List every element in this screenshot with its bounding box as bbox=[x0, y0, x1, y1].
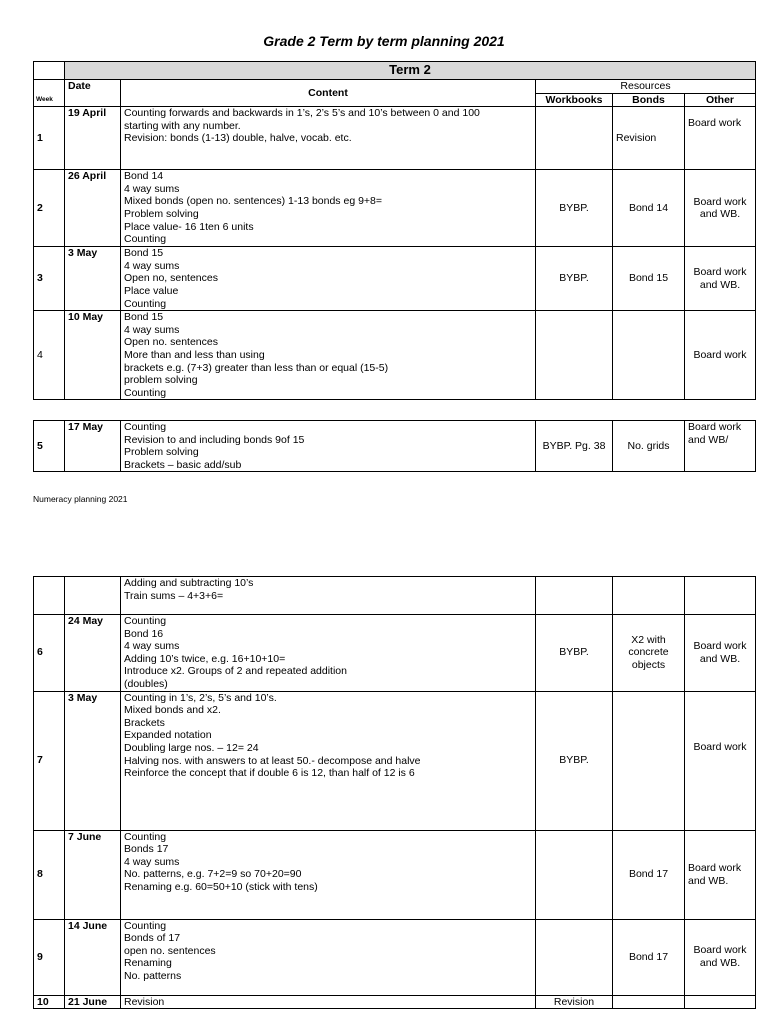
week-number: 7 bbox=[34, 691, 65, 830]
content-line: Open no. sentences bbox=[124, 336, 218, 349]
content-line: No. patterns bbox=[124, 969, 182, 982]
content-line: Brackets bbox=[124, 716, 165, 729]
content-line: 4 way sums bbox=[124, 259, 180, 272]
resources-header: Resources bbox=[536, 80, 756, 94]
content-line: Mixed bonds (open no. sentences) 1-13 bonds eg 9+8= bbox=[124, 195, 383, 208]
table-row bbox=[34, 577, 756, 615]
content-line: Bond 15 bbox=[124, 247, 164, 260]
table-row bbox=[34, 170, 756, 247]
content-line: Problem solving bbox=[124, 446, 199, 459]
week-number: 5 bbox=[34, 421, 65, 472]
content-line: Adding 10’s twice, e.g. 16+10+10= bbox=[124, 652, 286, 665]
week-content bbox=[121, 691, 536, 830]
week-content bbox=[121, 995, 536, 1009]
content-line: Bond 14 bbox=[124, 170, 164, 183]
week-date: 3 May bbox=[65, 247, 121, 311]
week-other: Board work bbox=[685, 107, 756, 170]
page-title: Grade 2 Term by term planning 2021 bbox=[263, 33, 505, 49]
week-content bbox=[121, 421, 536, 472]
week-workbooks bbox=[536, 577, 613, 615]
content-line: open no. sentences bbox=[124, 944, 216, 957]
content-line: Bonds of 17 bbox=[124, 932, 181, 945]
week-workbooks bbox=[536, 919, 613, 995]
week-date: 3 May bbox=[65, 691, 121, 830]
week-bonds bbox=[613, 311, 685, 400]
week-date: 17 May bbox=[65, 421, 121, 472]
week-other: Board work and WB. bbox=[685, 830, 756, 919]
term-label: Term 2 bbox=[65, 62, 756, 80]
week-date: 10 May bbox=[65, 311, 121, 400]
content-line: Reinforce the concept that if double 6 is 12, than half of 12 is 6 bbox=[124, 767, 415, 780]
week-date bbox=[65, 577, 121, 615]
week-workbooks bbox=[536, 311, 613, 400]
week-number: 1 bbox=[34, 107, 65, 170]
content-line: Counting forwards and backwards in 1’s, 2’s 5’s and 10’s between 0 and 100 bbox=[124, 107, 480, 120]
content-line: Bonds 17 bbox=[124, 843, 169, 856]
table-row bbox=[34, 247, 756, 311]
week-bonds: Bond 17 bbox=[613, 919, 685, 995]
table-row bbox=[34, 919, 756, 995]
week-date: 14 June bbox=[65, 919, 121, 995]
footer-note: Numeracy planning 2021 bbox=[33, 494, 128, 504]
week-number: 6 bbox=[34, 615, 65, 692]
week-other: Board work bbox=[685, 691, 756, 830]
content-line: More than and less than using bbox=[124, 348, 265, 361]
content-line: Doubling large nos. – 12= 24 bbox=[124, 741, 259, 754]
week-content bbox=[121, 615, 536, 692]
week-other: Board work bbox=[685, 311, 756, 400]
content-line: Counting bbox=[124, 919, 167, 932]
week-bonds: Bond 15 bbox=[613, 247, 685, 311]
content-line: 4 way sums bbox=[124, 855, 180, 868]
content-line: 4 way sums bbox=[124, 182, 180, 195]
week-number: 2 bbox=[34, 170, 65, 247]
week-number: 9 bbox=[34, 919, 65, 995]
week-bonds bbox=[613, 577, 685, 615]
content-line: Renaming e.g. 60=50+10 (stick with tens) bbox=[124, 880, 318, 893]
content-line: 4 way sums bbox=[124, 640, 180, 653]
content-line: Bond 15 bbox=[124, 311, 164, 324]
content-line: problem solving bbox=[124, 374, 198, 387]
week-number: 4 bbox=[34, 311, 65, 400]
week-other: Board work and WB. bbox=[685, 247, 756, 311]
content-header: Content bbox=[121, 80, 536, 107]
table-row bbox=[34, 995, 756, 1009]
week-date: 24 May bbox=[65, 615, 121, 692]
week-date: 7 June bbox=[65, 830, 121, 919]
content-line: brackets e.g. (7+3) greater than less than or equal (15-5) bbox=[124, 361, 389, 374]
week-content bbox=[121, 919, 536, 995]
term-table-part-1 bbox=[33, 61, 756, 400]
week-other: Board work and WB. bbox=[685, 615, 756, 692]
content-line: Mixed bonds and x2. bbox=[124, 704, 221, 717]
week-other: Board work and WB/ bbox=[685, 421, 756, 472]
week-bonds: No. grids bbox=[613, 421, 685, 472]
content-line: Counting bbox=[124, 297, 167, 310]
content-line: Counting bbox=[124, 830, 167, 843]
week-workbooks: BYBP. bbox=[536, 691, 613, 830]
week-workbooks bbox=[536, 830, 613, 919]
week-date: 19 April bbox=[65, 107, 121, 170]
week-bonds bbox=[613, 691, 685, 830]
content-line: Brackets – basic add/sub bbox=[124, 458, 242, 471]
content-line: 4 way sums bbox=[124, 323, 180, 336]
week-other bbox=[685, 577, 756, 615]
week-bonds: Bond 14 bbox=[613, 170, 685, 247]
week-workbooks: BYBP. bbox=[536, 170, 613, 247]
week-date: 26 April bbox=[65, 170, 121, 247]
content-line: Adding and subtracting 10’s bbox=[124, 577, 254, 589]
week-workbooks bbox=[536, 107, 613, 170]
week-workbooks: BYBP. bbox=[536, 615, 613, 692]
week-number: 3 bbox=[34, 247, 65, 311]
content-line: Revision bbox=[124, 995, 165, 1008]
week-number: 10 bbox=[34, 995, 65, 1009]
content-line: (doubles) bbox=[124, 677, 168, 690]
week-header: Week bbox=[34, 80, 65, 107]
term-table-part-2 bbox=[33, 420, 756, 472]
workbooks-header: Workbooks bbox=[536, 93, 613, 107]
table-row bbox=[34, 615, 756, 692]
week-content bbox=[121, 170, 536, 247]
week-workbooks: BYBP. bbox=[536, 247, 613, 311]
term-table-part-3 bbox=[33, 576, 756, 1009]
week-date: 21 June bbox=[65, 995, 121, 1009]
content-line: Counting bbox=[124, 421, 167, 433]
date-header: Date bbox=[65, 80, 121, 107]
week-number: 8 bbox=[34, 830, 65, 919]
week-number bbox=[34, 577, 65, 615]
week-content bbox=[121, 247, 536, 311]
table-row bbox=[34, 830, 756, 919]
content-line: Counting bbox=[124, 233, 167, 246]
week-other: Board work and WB. bbox=[685, 170, 756, 247]
content-line: Problem solving bbox=[124, 207, 199, 220]
week-bonds: Revision bbox=[613, 107, 685, 170]
table-row bbox=[34, 311, 756, 400]
content-line: Counting in 1’s, 2’s, 5’s and 10’s. bbox=[124, 691, 277, 704]
content-line: Renaming bbox=[124, 957, 172, 970]
week-content bbox=[121, 830, 536, 919]
week-content bbox=[121, 577, 536, 615]
week-workbooks: Revision bbox=[536, 995, 613, 1009]
week-bonds: Bond 17 bbox=[613, 830, 685, 919]
content-line: starting with any number. bbox=[124, 119, 241, 132]
table-row bbox=[34, 421, 756, 472]
bonds-header: Bonds bbox=[613, 93, 685, 107]
week-bonds: X2 with concrete objects bbox=[613, 615, 685, 692]
content-line: Revision to and including bonds 9of 15 bbox=[124, 433, 305, 446]
content-line: Revision: bonds (1-13) double, halve, vocab. etc. bbox=[124, 132, 352, 145]
content-line: Counting bbox=[124, 615, 167, 627]
header-row-1 bbox=[34, 80, 756, 94]
week-content bbox=[121, 311, 536, 400]
content-line: Bond 16 bbox=[124, 627, 164, 640]
other-header: Other bbox=[685, 93, 756, 107]
content-line: Open no, sentences bbox=[124, 272, 218, 285]
week-workbooks: BYBP. Pg. 38 bbox=[536, 421, 613, 472]
term-row bbox=[34, 62, 756, 80]
content-line: Counting bbox=[124, 386, 167, 399]
table-row bbox=[34, 107, 756, 170]
content-line: Train sums – 4+3+6= bbox=[124, 589, 224, 602]
week-bonds bbox=[613, 995, 685, 1009]
content-line: Place value bbox=[124, 284, 179, 297]
week-content bbox=[121, 107, 536, 170]
content-line: Expanded notation bbox=[124, 729, 212, 742]
content-line: No. patterns, e.g. 7+2=9 so 70+20=90 bbox=[124, 868, 302, 881]
table-row bbox=[34, 691, 756, 830]
content-line: Introduce x2. Groups of 2 and repeated addition bbox=[124, 665, 347, 678]
content-line: Place value- 16 1ten 6 units bbox=[124, 220, 254, 233]
week-other bbox=[685, 995, 756, 1009]
content-line: Halving nos. with answers to at least 50.- decompose and halve bbox=[124, 754, 421, 767]
week-other: Board work and WB. bbox=[685, 919, 756, 995]
